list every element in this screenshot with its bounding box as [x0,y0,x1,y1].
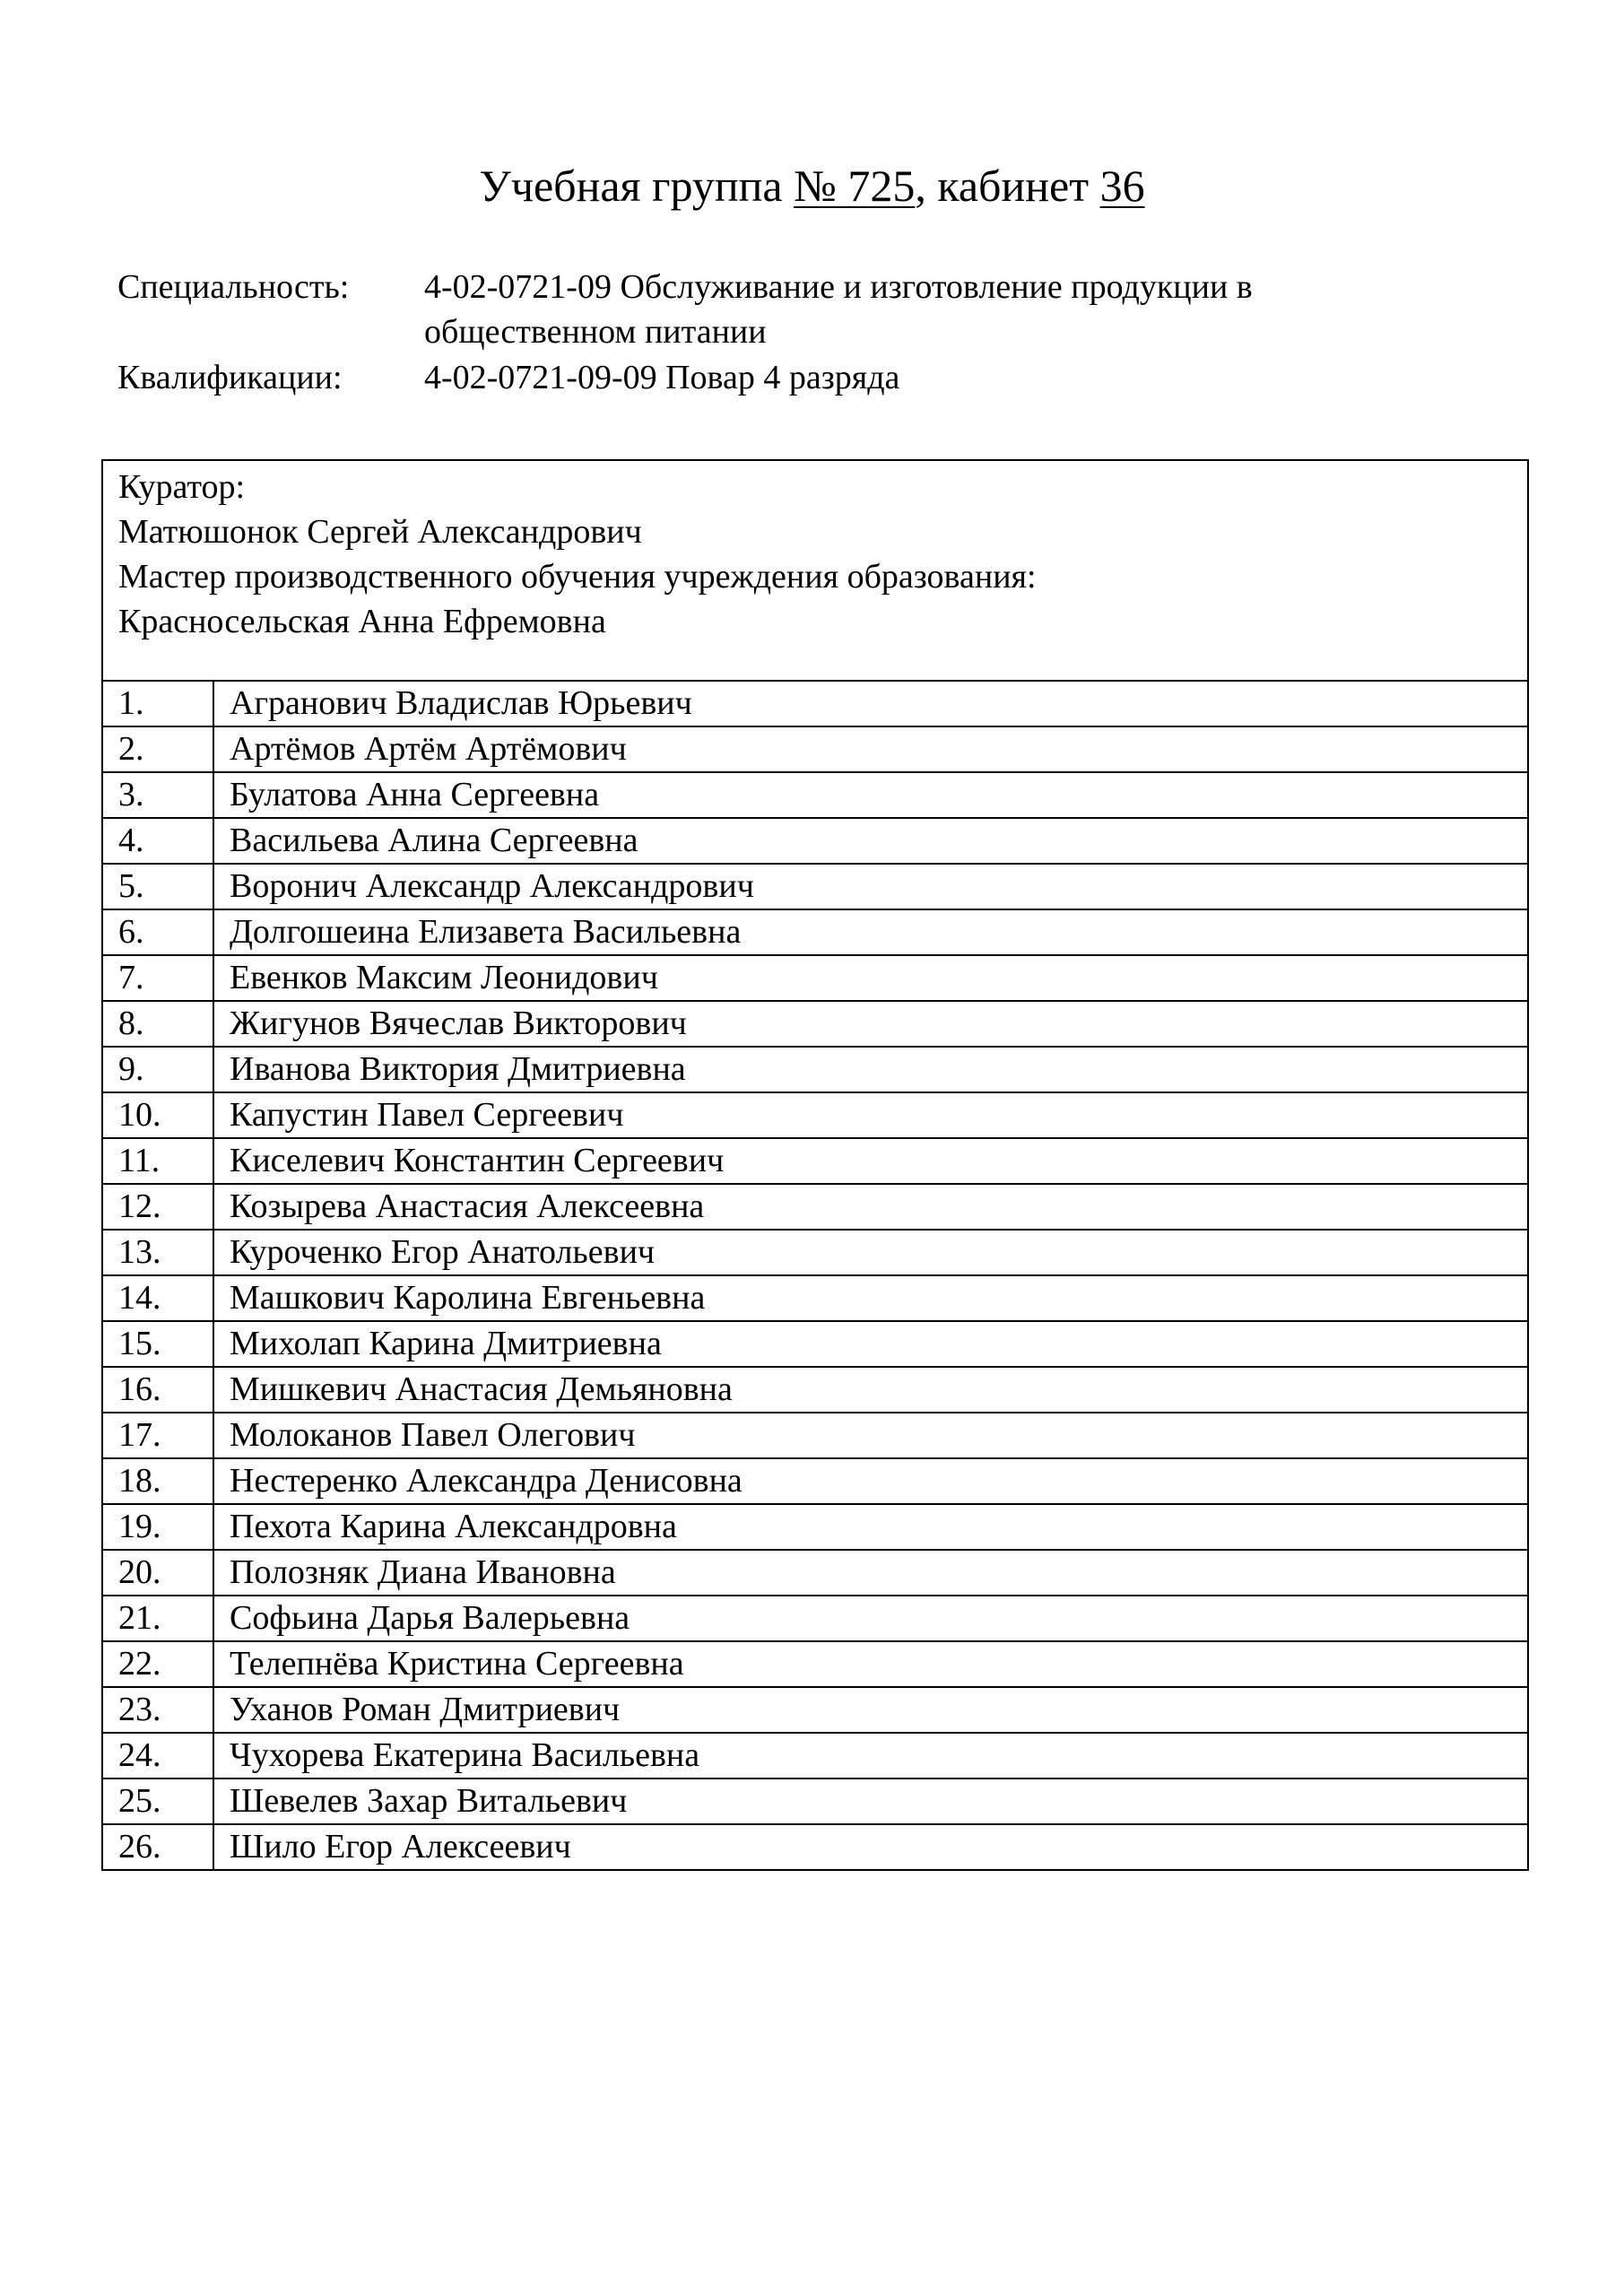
student-name: Машкович Каролина Евгеньевна [213,1275,1528,1321]
specialty-line-2: общественном питании [424,313,767,351]
student-number: 10. [102,1092,213,1138]
table-row [102,1413,1528,1458]
table-row [102,1321,1528,1367]
student-roster-table [101,459,1529,1871]
table-row [102,1458,1528,1504]
table-row [102,1687,1528,1733]
student-name: Киселевич Константин Сергеевич [213,1138,1528,1184]
master-name: Красносельская Анна Ефремовна [118,603,606,640]
student-name: Уханов Роман Дмитриевич [213,1687,1528,1733]
table-row [102,1184,1528,1230]
table-row [102,1138,1528,1184]
table-row [102,1001,1528,1047]
student-name: Полозняк Диана Ивановна [213,1550,1528,1596]
specialty-value [424,265,1516,354]
student-number: 16. [102,1367,213,1413]
student-number: 8. [102,1001,213,1047]
student-name: Шевелев Захар Витальевич [213,1779,1528,1824]
table-row [102,1230,1528,1275]
curator-name: Матюшонок Сергей Александрович [118,513,642,551]
table-row [102,726,1528,772]
student-number: 11. [102,1138,213,1184]
table-row [102,909,1528,955]
student-number: 25. [102,1779,213,1824]
student-number: 4. [102,818,213,864]
staff-row [102,460,1528,681]
student-number: 26. [102,1824,213,1870]
student-name: Куроченко Егор Анатольевич [213,1230,1528,1275]
student-number: 3. [102,772,213,818]
title-separator: , кабинет [915,161,1100,211]
student-name: Пехота Карина Александровна [213,1504,1528,1550]
table-row [102,772,1528,818]
student-name: Воронич Александр Александрович [213,864,1528,909]
room-number: 36 [1099,161,1145,211]
student-number: 18. [102,1458,213,1504]
student-name: Долгошеина Елизавета Васильевна [213,909,1528,955]
student-number: 17. [102,1413,213,1458]
student-name: Мишкевич Анастасия Демьяновна [213,1367,1528,1413]
table-row [102,955,1528,1001]
student-number: 19. [102,1504,213,1550]
student-name: Шило Егор Алексеевич [213,1824,1528,1870]
group-number: № 725 [794,161,916,211]
page-title [0,154,1624,217]
qualification-block [117,355,1516,400]
qualification-value: 4-02-0721-09-09 Повар 4 разряда [424,359,900,396]
table-row [102,1504,1528,1550]
student-name: Михолап Карина Дмитриевна [213,1321,1528,1367]
table-row [102,1641,1528,1687]
student-name: Телепнёва Кристина Сергеевна [213,1641,1528,1687]
table-row [102,1092,1528,1138]
student-number: 9. [102,1047,213,1092]
student-number: 23. [102,1687,213,1733]
student-number: 2. [102,726,213,772]
table-row [102,1047,1528,1092]
student-name: Софьина Дарья Валерьевна [213,1596,1528,1641]
table-row [102,681,1528,726]
student-name: Капустин Павел Сергеевич [213,1092,1528,1138]
specialty-line-1: 4-02-0721-09 Обслуживание и изготовление продукции в [424,268,1253,306]
table-row [102,1367,1528,1413]
student-name: Булатова Анна Сергеевна [213,772,1528,818]
student-number: 21. [102,1596,213,1641]
student-name: Козырева Анастасия Алексеевна [213,1184,1528,1230]
student-number: 6. [102,909,213,955]
specialty-block [117,265,1516,354]
table-row [102,1275,1528,1321]
student-name: Иванова Виктория Дмитриевна [213,1047,1528,1092]
qualification-label: Квалификации: [117,359,343,396]
table-row [102,1779,1528,1824]
student-name: Артёмов Артём Артёмович [213,726,1528,772]
student-number: 12. [102,1184,213,1230]
staff-cell [102,460,1528,681]
curator-label: Куратор: [118,468,246,506]
master-label: Мастер производственного обучения учреждения образования: [118,558,1037,596]
student-name: Агранович Владислав Юрьевич [213,681,1528,726]
student-number: 15. [102,1321,213,1367]
table-row [102,864,1528,909]
student-name: Нестеренко Александра Денисовна [213,1458,1528,1504]
specialty-label: Специальность: [117,268,350,306]
table-row [102,1596,1528,1641]
student-number: 14. [102,1275,213,1321]
student-name: Чухорева Екатерина Васильевна [213,1733,1528,1779]
table-row [102,818,1528,864]
student-number: 22. [102,1641,213,1687]
student-name: Молоканов Павел Олегович [213,1413,1528,1458]
title-prefix: Учебная группа [479,161,795,211]
student-number: 20. [102,1550,213,1596]
student-number: 24. [102,1733,213,1779]
student-number: 5. [102,864,213,909]
table-row [102,1550,1528,1596]
table-row [102,1733,1528,1779]
student-number: 1. [102,681,213,726]
student-name: Васильева Алина Сергеевна [213,818,1528,864]
table-row [102,1824,1528,1870]
student-name: Жигунов Вячеслав Викторович [213,1001,1528,1047]
student-number: 13. [102,1230,213,1275]
student-name: Евенков Максим Леонидович [213,955,1528,1001]
student-number: 7. [102,955,213,1001]
